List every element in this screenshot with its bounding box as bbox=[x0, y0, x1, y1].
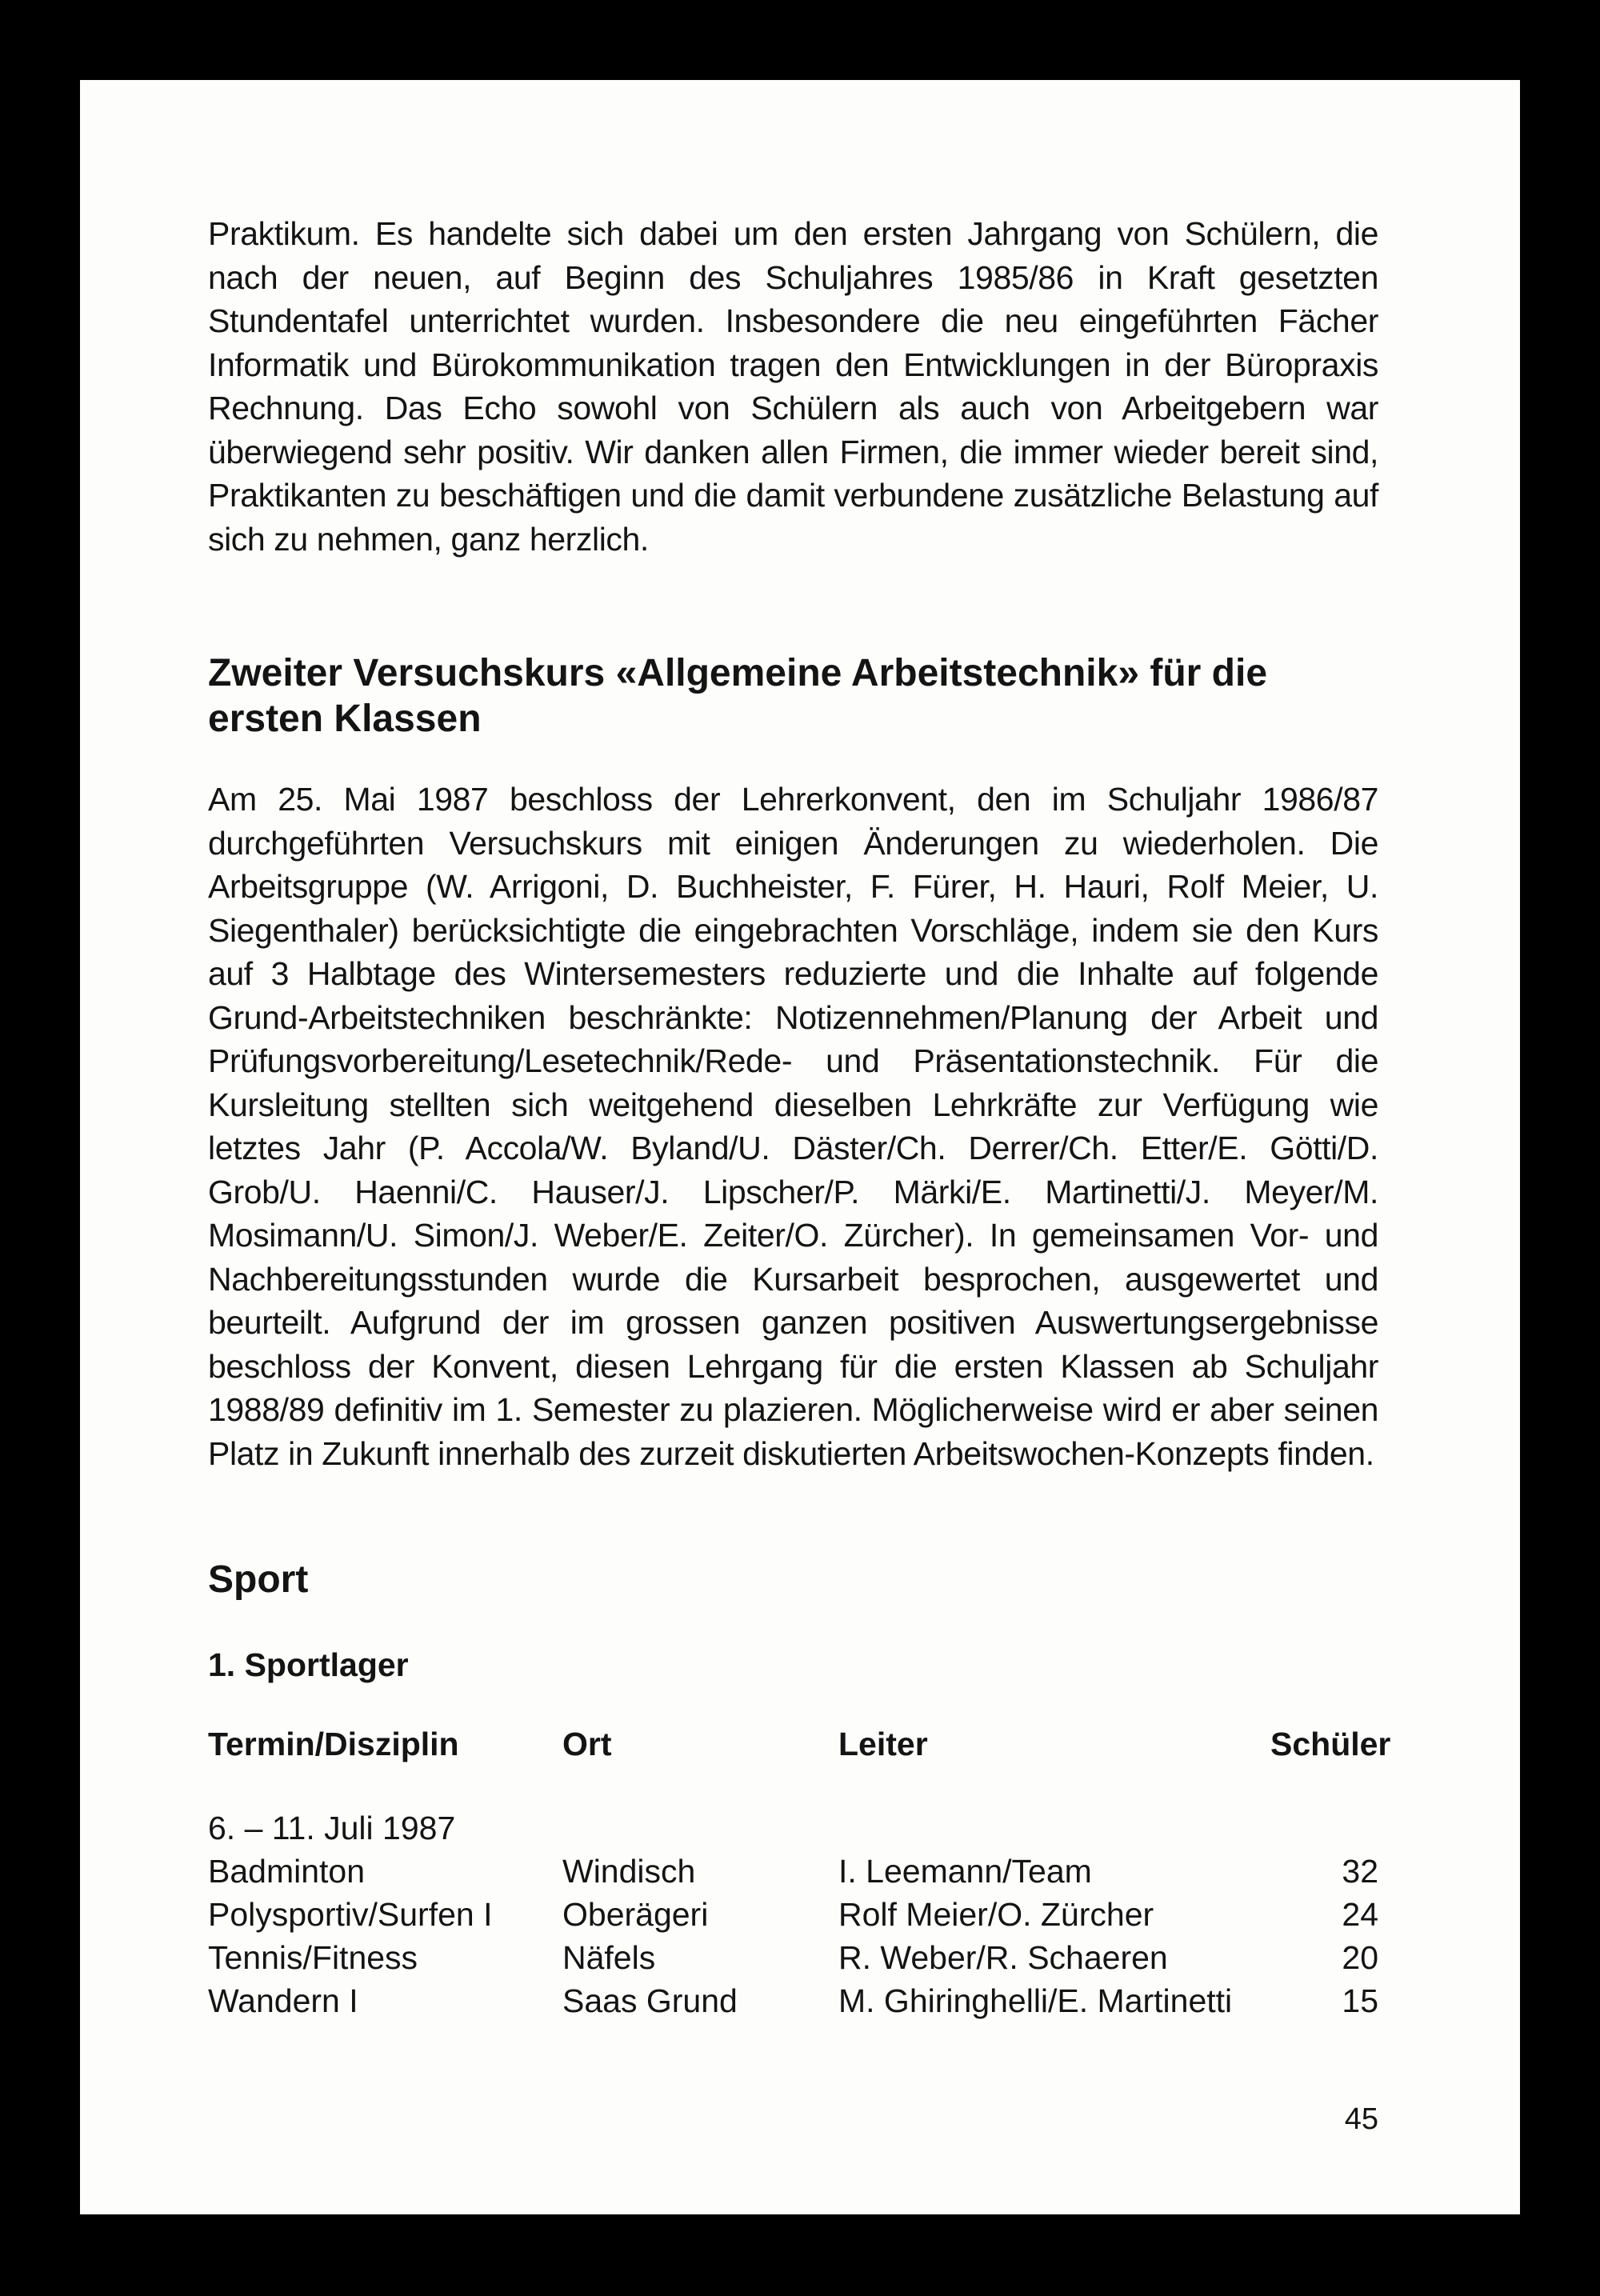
row-leiter: M. Ghiringhelli/E. Martinetti bbox=[838, 1982, 1233, 2019]
arbeitstechnik-paragraph: Am 25. Mai 1987 beschloss der Lehrerkonvent, den im Schuljahr 1986/87 durchgeführten Versuchskurs mit einigen Änderungen zu wiederholen. Die Arbeitsgruppe (W. Arrigoni, D. Buchheister, F. Fürer, H. Hauri, Rolf Meier, U. Siegenthaler) berücksichtigte die eingebrachten Vorschläge, indem sie den Kurs auf 3 Halbtage des Wintersemesters reduzierte und die Inhalte auf folgende Grund-Arbeitstechniken beschränkte: Notizennehmen/Planung der Arbeit und Prüfungsvorbereitung/Lesetechnik/Rede- und Präsentationstechnik. Für die Kursleitung stellten sich weitgehend dieselben Lehrkräfte zur Verfügung wie letztes Jahr (P. Accola/W. Byland/U. Däster/Ch. Derrer/Ch. Etter/E. Götti/D. Grob/U. Haenni/C. Hauser/J. Lipscher/P. Märki/E. Martinetti/J. Meyer/M. Mosimann/U. Simon/J. Weber/E. Zeiter/O. Zürcher). In gemeinsamen Vor- und Nachbereitungsstunden wurde die Kursarbeit besprochen, ausgewertet und beurteilt. Aufgrund der im grossen ganzen positiven Auswertungsergebnisse beschloss der Konvent, diesen Lehrgang für die ersten Klassen ab Schuljahr 1988/89 definitiv im 1. Semester zu plazieren. Möglicherweise wird er aber seinen Platz in Zukunft innerhalb des zurzeit diskutierten Arbeitswochen-Konzepts finden. bbox=[208, 781, 1378, 1472]
table-header-row bbox=[208, 1723, 1378, 1765]
row-leiter: I. Leemann/Team bbox=[838, 1853, 1092, 1890]
heading-sportlager: 1. Sportlager bbox=[208, 1646, 409, 1683]
row-disziplin: Wandern I bbox=[208, 1982, 358, 2019]
row-disziplin: Tennis/Fitness bbox=[208, 1939, 418, 1976]
header-ort: Ort bbox=[562, 1726, 612, 1762]
table-row bbox=[208, 1979, 1378, 2022]
row-ort: Oberägeri bbox=[562, 1896, 709, 1933]
spacer-row bbox=[208, 1765, 1378, 1806]
row-ort: Näfels bbox=[562, 1939, 656, 1976]
header-termin: Termin/Disziplin bbox=[208, 1726, 459, 1762]
header-leiter: Leiter bbox=[838, 1726, 928, 1762]
row-leiter: R. Weber/R. Schaeren bbox=[838, 1939, 1168, 1976]
row-ort: Windisch bbox=[562, 1853, 696, 1890]
heading-sport: Sport bbox=[208, 1558, 309, 1601]
row-leiter: Rolf Meier/O. Zürcher bbox=[838, 1896, 1154, 1933]
camp-date: 6. – 11. Juli 1987 bbox=[208, 1810, 456, 1846]
row-schueler: 32 bbox=[1342, 1853, 1378, 1890]
table-row bbox=[208, 1850, 1378, 1893]
intro-paragraph: Praktikum. Es handelte sich dabei um den ersten Jahrgang von Schülern, die nach der neuen, auf Beginn des Schuljahres 1985/86 in Kraft gesetzten Stundentafel unterrichtet wurden. Insbesondere die neu eingeführten Fächer Informatik und Bürokommunikation tragen den Entwicklungen in der Büropraxis Rechnung. Das Echo sowohl von Schülern als auch von Arbeitgebern war überwiegend sehr positiv. Wir danken allen Firmen, die immer wieder bereit sind, Praktikanten zu beschäftigen und die damit verbundene zusätzliche Belastung auf sich zu nehmen, ganz herzlich. bbox=[208, 215, 1378, 558]
row-ort: Saas Grund bbox=[562, 1982, 738, 2019]
page-number: 45 bbox=[1344, 2102, 1378, 2136]
date-row bbox=[208, 1806, 1378, 1850]
row-schueler: 20 bbox=[1342, 1939, 1378, 1976]
sportlager-table bbox=[208, 1723, 1391, 2022]
table-row bbox=[208, 1936, 1378, 1979]
table-row bbox=[208, 1893, 1378, 1936]
heading-arbeitstechnik: Zweiter Versuchskurs «Allgemeine Arbeitstechnik» für die ersten Klassen bbox=[208, 652, 1268, 740]
row-schueler: 24 bbox=[1342, 1896, 1378, 1933]
document-page bbox=[80, 80, 1520, 2214]
row-disziplin: Polysportiv/Surfen I bbox=[208, 1896, 493, 1933]
page-content bbox=[208, 212, 1391, 2022]
row-disziplin: Badminton bbox=[208, 1853, 366, 1890]
header-schueler: Schüler bbox=[1270, 1726, 1391, 1762]
row-schueler: 15 bbox=[1342, 1982, 1378, 2019]
